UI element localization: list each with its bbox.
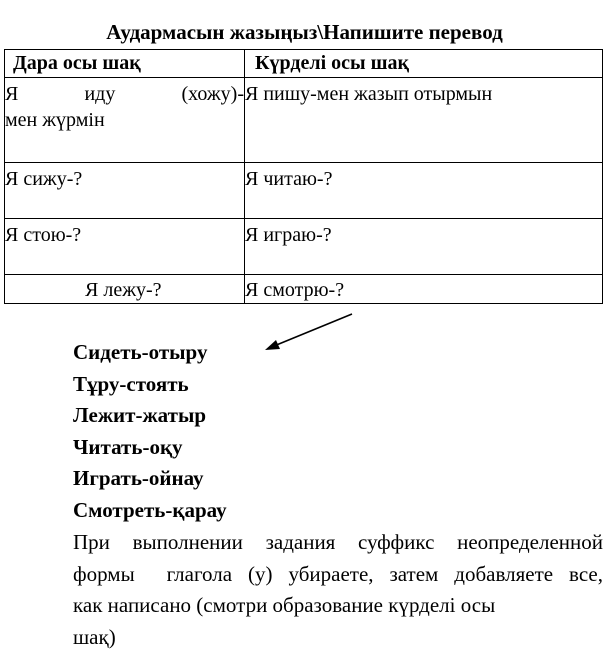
word-list bbox=[73, 337, 227, 526]
table-row bbox=[5, 78, 603, 163]
table-cell-right: Я пишу-мен жазып отырмын bbox=[245, 78, 603, 163]
header-simple-present: Дара осы шақ bbox=[5, 50, 245, 78]
word-item: Смотреть-қарау bbox=[73, 495, 227, 527]
table-row bbox=[5, 163, 603, 219]
word-item: Читать-оқу bbox=[73, 432, 227, 464]
table-header-row bbox=[5, 50, 603, 78]
cell-text-line: Я иду (хожу)- bbox=[5, 81, 244, 107]
table-cell-left: Я стою-? bbox=[5, 219, 245, 275]
note-line: шақ) bbox=[73, 622, 603, 653]
word-item: Играть-ойнау bbox=[73, 463, 227, 495]
pointer-arrow-icon bbox=[262, 310, 358, 354]
cell-text-line: мен жүрмін bbox=[5, 107, 244, 133]
note-line: При выполнении задания суффикс неопределенной bbox=[73, 527, 603, 559]
table-row bbox=[5, 219, 603, 275]
translation-table bbox=[4, 49, 603, 304]
table-cell-right: Я читаю-? bbox=[245, 163, 603, 219]
word-item: Сидеть-отыру bbox=[73, 337, 227, 369]
table-cell-right: Я смотрю-? bbox=[245, 275, 603, 304]
table-row bbox=[5, 275, 603, 304]
word-item: Тұру-стоять bbox=[73, 369, 227, 401]
word-item: Лежит-жатыр bbox=[73, 400, 227, 432]
table-cell-left bbox=[5, 78, 245, 163]
instruction-note bbox=[73, 527, 603, 653]
page-title: Аудармасын жазыңыз\Напишите перевод bbox=[0, 19, 609, 45]
table-cell-left: Я лежу-? bbox=[5, 275, 245, 304]
table-cell-left: Я сижу-? bbox=[5, 163, 245, 219]
note-line: как написано (смотри образование күрделі осы bbox=[73, 590, 603, 622]
header-compound-present: Күрделі осы шақ bbox=[245, 50, 603, 78]
table-cell-right: Я играю-? bbox=[245, 219, 603, 275]
note-line: формы глагола (у) убираете, затем добавляете все, bbox=[73, 559, 603, 591]
